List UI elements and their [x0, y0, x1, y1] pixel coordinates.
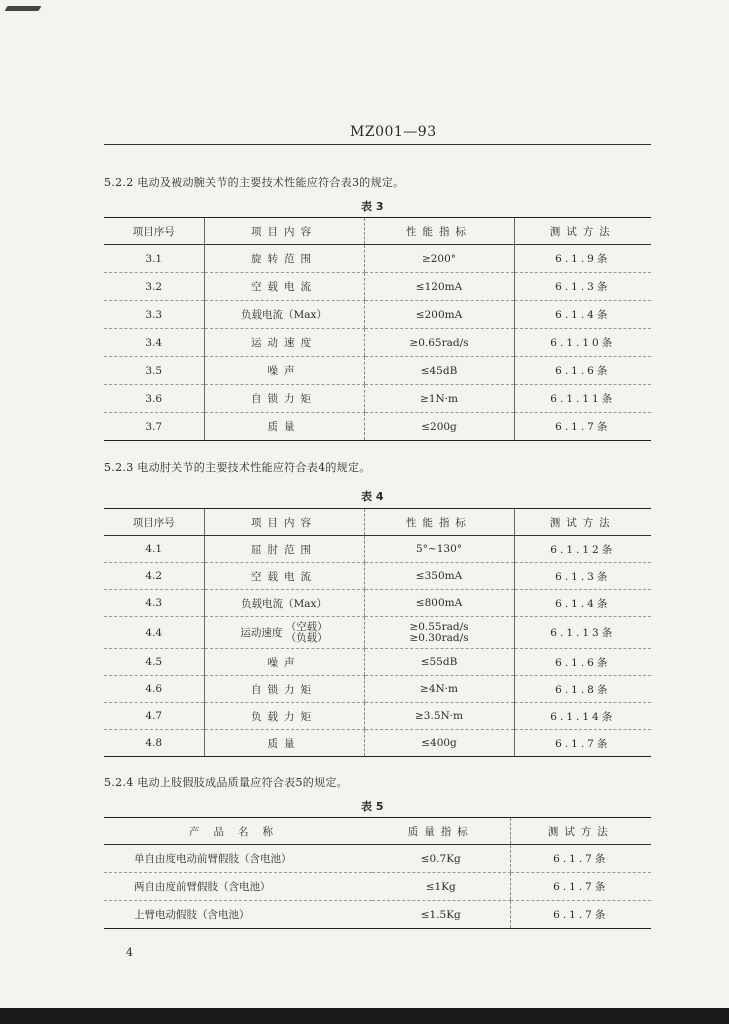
performance-spec: ≤200mA: [364, 301, 514, 329]
row-number: 3.5: [104, 357, 204, 385]
performance-spec: ≤800mA: [364, 590, 514, 617]
row-number: 3.3: [104, 301, 204, 329]
test-method: 6.1.13条: [514, 617, 651, 649]
column-header: 项目序号: [104, 509, 204, 536]
section-5-2-4-text: 5.2.4 电动上肢假肢成品质量应符合表5的规定。: [104, 776, 348, 789]
test-method: 6.1.7条: [510, 901, 651, 929]
test-method: 6.1.9条: [514, 245, 651, 273]
test-method: 6.1.8条: [514, 676, 651, 703]
document-code: MZ001—93: [350, 124, 437, 140]
test-method: 6.1.3条: [514, 563, 651, 590]
test-method: 6.1.3条: [514, 273, 651, 301]
table-3-caption: 表 3: [361, 200, 384, 213]
test-method: 6.1.6条: [514, 357, 651, 385]
table-row: [104, 413, 651, 441]
item-content: 自锁力矩: [204, 676, 364, 703]
item-content: 屈肘范围: [204, 536, 364, 563]
row-number: 4.5: [104, 649, 204, 676]
scan-corner-mark: [5, 6, 42, 11]
item-content: 质量: [204, 413, 364, 441]
speed-conditions: [286, 622, 328, 644]
row-number: 4.4: [104, 617, 204, 649]
product-name: 单自由度电动前臂假肢（含电池）: [104, 845, 372, 873]
item-content: 噪声: [204, 649, 364, 676]
column-header: 项目内容: [204, 218, 364, 245]
performance-spec-pair: [364, 617, 514, 649]
test-method: 6.1.11条: [514, 385, 651, 413]
spec-loaded: ≥0.30rad/s: [409, 631, 469, 644]
quality-spec: ≤1Kg: [372, 873, 510, 901]
column-header: 项目内容: [204, 509, 364, 536]
table-row: [104, 590, 651, 617]
column-header: 项目序号: [104, 218, 204, 245]
performance-spec: ≤120mA: [364, 273, 514, 301]
header-rule: [104, 144, 651, 145]
item-content: 质量: [204, 730, 364, 757]
table-row: [104, 385, 651, 413]
test-method: 6.1.12条: [514, 536, 651, 563]
table-row: [104, 901, 651, 929]
quality-spec: ≤0.7Kg: [372, 845, 510, 873]
table-row: [104, 703, 651, 730]
column-header: 性能指标: [364, 218, 514, 245]
test-method: 6.1.6条: [514, 649, 651, 676]
condition-unloaded: （空载）: [285, 620, 328, 633]
row-number: 4.1: [104, 536, 204, 563]
performance-spec: ≥4N·m: [364, 676, 514, 703]
table-row: [104, 273, 651, 301]
column-header: 测试方法: [510, 818, 651, 845]
row-number: 4.6: [104, 676, 204, 703]
column-header: 测试方法: [514, 218, 651, 245]
item-content: 负载电流（Max）: [204, 590, 364, 617]
table-4-caption: 表 4: [361, 490, 384, 503]
table-3-header-row: [104, 218, 651, 245]
performance-spec: ≤400g: [364, 730, 514, 757]
quality-spec: ≤1.5Kg: [372, 901, 510, 929]
table-row: [104, 301, 651, 329]
test-method: 6.1.4条: [514, 590, 651, 617]
performance-spec: ≤45dB: [364, 357, 514, 385]
test-method: 6.1.10条: [514, 329, 651, 357]
table-4-header-row: [104, 509, 651, 536]
row-number: 4.8: [104, 730, 204, 757]
item-content: 自锁力矩: [204, 385, 364, 413]
performance-spec: ≤55dB: [364, 649, 514, 676]
performance-spec: ≥0.65rad/s: [364, 329, 514, 357]
performance-spec: ≤350mA: [364, 563, 514, 590]
table-row: [104, 676, 651, 703]
product-name: 两自由度前臂假肢（含电池）: [104, 873, 372, 901]
section-5-2-2-text: 5.2.2 电动及被动腕关节的主要技术性能应符合表3的规定。: [104, 176, 405, 189]
test-method: 6.1.7条: [510, 845, 651, 873]
table-row: [104, 730, 651, 757]
row-number: 3.2: [104, 273, 204, 301]
table-row: [104, 649, 651, 676]
scan-bottom-edge: [0, 1008, 729, 1024]
table-row: [104, 329, 651, 357]
table-5: [104, 817, 651, 929]
row-number: 3.4: [104, 329, 204, 357]
product-name: 上臂电动假肢（含电池）: [104, 901, 372, 929]
performance-spec: ≤200g: [364, 413, 514, 441]
row-number: 4.3: [104, 590, 204, 617]
item-content: 负载电流（Max）: [204, 301, 364, 329]
column-header: 测试方法: [514, 509, 651, 536]
table-row: [104, 617, 651, 649]
performance-spec: 5°~130°: [364, 536, 514, 563]
item-content: 空载电流: [204, 273, 364, 301]
row-number: 3.1: [104, 245, 204, 273]
condition-loaded: （负载）: [285, 631, 328, 644]
performance-spec: ≥3.5N·m: [364, 703, 514, 730]
page-number: 4: [126, 946, 133, 959]
table-row: [104, 357, 651, 385]
row-number: 3.7: [104, 413, 204, 441]
table-row: [104, 845, 651, 873]
table-row: [104, 563, 651, 590]
table-row: [104, 536, 651, 563]
row-number: 4.7: [104, 703, 204, 730]
spec-unloaded: ≥0.55rad/s: [409, 620, 469, 633]
row-number: 3.6: [104, 385, 204, 413]
performance-spec: ≥1N·m: [364, 385, 514, 413]
column-header: 质量指标: [372, 818, 510, 845]
item-content: 旋转范围: [204, 245, 364, 273]
test-method: 6.1.7条: [514, 413, 651, 441]
performance-spec: ≥200°: [364, 245, 514, 273]
item-content: 噪声: [204, 357, 364, 385]
item-content: 空载电流: [204, 563, 364, 590]
table-row: [104, 245, 651, 273]
table-3: [104, 217, 651, 441]
spec-stack: [409, 622, 468, 644]
test-method: 6.1.7条: [510, 873, 651, 901]
item-content: 运动速度: [204, 329, 364, 357]
test-method: 6.1.4条: [514, 301, 651, 329]
table-5-header-row: [104, 818, 651, 845]
column-header: 产品名称: [104, 818, 372, 845]
row-number: 4.2: [104, 563, 204, 590]
section-5-2-3-text: 5.2.3 电动肘关节的主要技术性能应符合表4的规定。: [104, 461, 371, 474]
table-row: [104, 873, 651, 901]
test-method: 6.1.7条: [514, 730, 651, 757]
test-method: 6.1.14条: [514, 703, 651, 730]
item-content: 运动速度: [240, 626, 283, 639]
column-header: 性能指标: [364, 509, 514, 536]
item-content: 负载力矩: [204, 703, 364, 730]
table-5-caption: 表 5: [361, 800, 384, 813]
item-content-speed: [204, 617, 364, 649]
table-4: [104, 508, 651, 757]
